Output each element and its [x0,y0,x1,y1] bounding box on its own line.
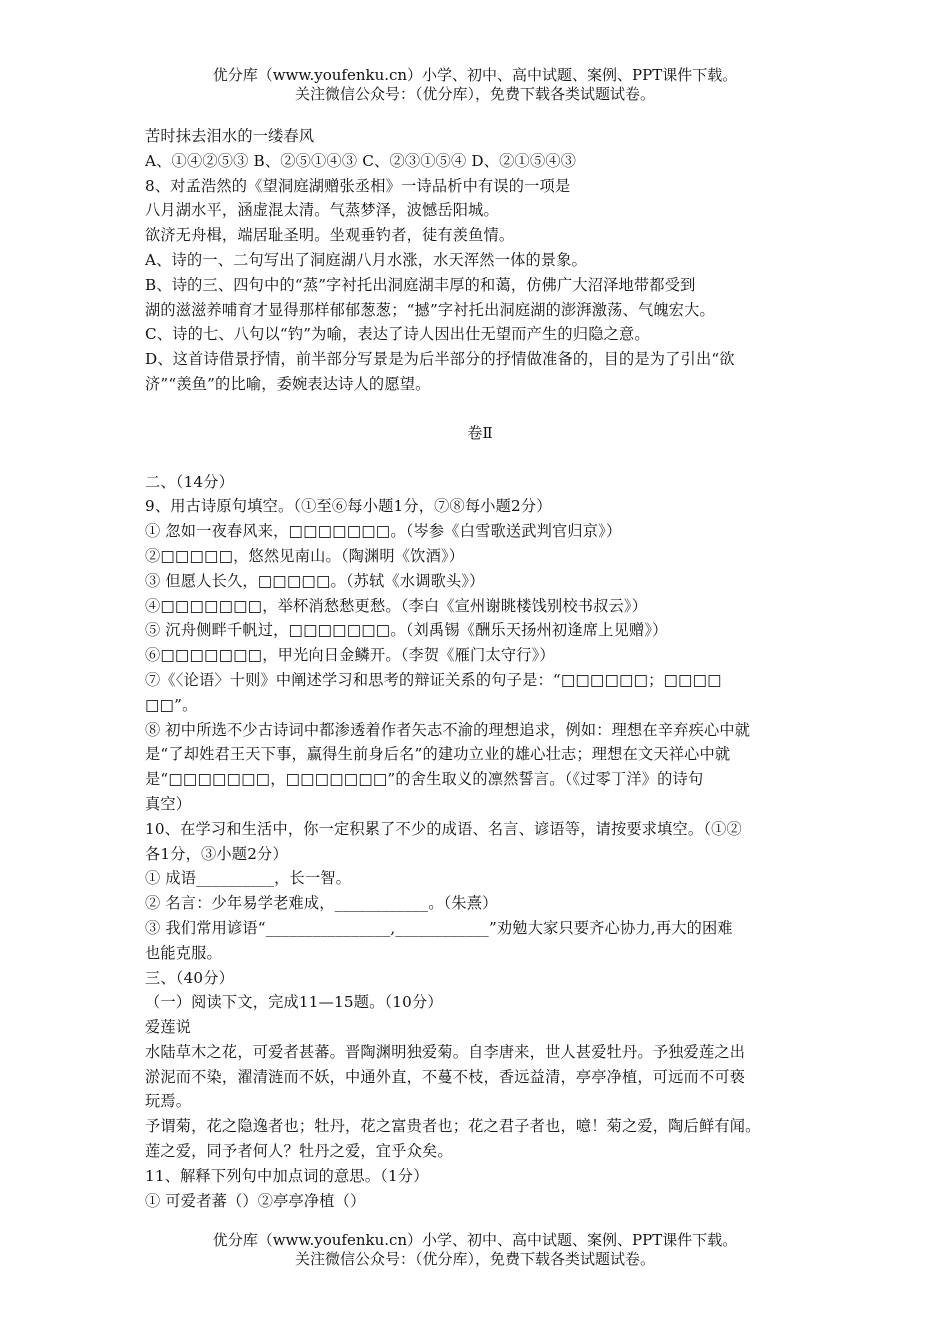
option-b: B、诗的三、四句中的“蒸”字衬托出洞庭湖丰厚的和蔼，仿佛广大沼泽地带都受到 [145,275,696,294]
page-header [0,66,950,104]
header-line-2: 关注微信公众号：（优分库），免费下载各类试题试卷。 [294,85,655,103]
passage-line: 予谓菊，花之隐逸者也；牡丹，花之富贵者也；花之君子者也，噫！菊之爱，陶后鲜有闻。 [145,1117,761,1136]
option-b-continued: 湖的滋滋养哺育才显得那样郁郁葱葱；“撼”字衬托出洞庭湖的澎湃激荡、气魄宏大。 [145,300,715,319]
question-8-prompt: 8、对孟浩然的《望洞庭湖赠张丞相》一诗品析中有误的一项是 [145,176,571,195]
fill-item-continued: 是“□□□□□□□，□□□□□□□”的舍生取义的凛然誓言。（《过零丁洋》的诗句 [145,770,704,789]
fill-item-continued: □□”。 [145,695,198,714]
part-2-block [145,470,815,1214]
fill-item: ① 成语__________，长一智。 [145,869,352,888]
passage-line: 淤泥而不染，濯清涟而不妖，中通外直，不蔓不枝，香远益清，亭亭净植，可远而不可亵 [145,1067,746,1086]
question-8-block [145,124,815,397]
fill-item: ⑦《〈论语〉十则》中阐述学习和思考的辩证关系的句子是：“□□□□□□；□□□□ [145,670,722,689]
fill-item: ② 名言：少年易学老难成，____________。（朱熹） [145,894,498,913]
page-footer [0,1231,950,1269]
question-11-prompt: 11、解释下列句中加点词的意思。（1分） [145,1166,429,1185]
fill-item: ① 忽如一夜春风来，□□□□□□□。（岑参《白雪歌送武判官归京》） [145,522,622,541]
fill-item: ③ 但愿人长久，□□□□□。（苏轼《水调歌头》） [145,571,485,590]
section-title: 卷Ⅱ [467,423,493,442]
section-heading: 二、（14分） [145,472,235,491]
question-10-prompt-continued: 各1分，③小题2分） [145,844,288,863]
fill-item: ⑤ 沉舟侧畔千帆过，□□□□□□□。（刘禹锡《酬乐天扬州初逢席上见赠》） [145,621,668,640]
document-body [145,124,815,1213]
footer-line-1: 优分库（www.youfenku.cn）小学、初中、高中试题、案例、PPT课件下载。 [212,1231,738,1249]
fill-item: ⑥□□□□□□□，甲光向日金鳞开。（李贺《雁门太守行》） [145,646,555,665]
fill-item: ④□□□□□□□，举杯消愁愁更愁。（李白《宣州谢眺楼饯别校书叔云》） [145,596,648,615]
option-d: D、这首诗借景抒情，前半部分写景是为后半部分的抒情做准备的，目的是为了引出“欲 [145,350,735,369]
passage-line: 水陆草木之花，可爱者甚蕃。晋陶渊明独爱菊。自李唐来，世人甚爱牡丹。予独爱莲之出 [145,1042,746,1061]
option-d-continued: 济”“羡鱼”的比喻，委婉表达诗人的愿望。 [145,374,431,393]
fill-item-continued: 也能克服。 [145,943,222,962]
passage-title: 爱莲说 [145,1018,192,1037]
section-heading: 三、（40分） [145,968,235,987]
passage-line: 玩焉。 [145,1092,192,1111]
fill-item-continued: 真空） [145,794,192,813]
header-line-1: 优分库（www.youfenku.cn）小学、初中、高中试题、案例、PPT课件下载。 [212,66,738,84]
footer-line-2: 关注微信公众号：（优分库），免费下载各类试题试卷。 [294,1250,655,1268]
question-9-prompt: 9、用古诗原句填空。（①至⑥每小题1分，⑦⑧每小题2分） [145,497,552,516]
fill-item-continued: 是“了却姓君王天下事，赢得生前身后名”的建功立业的雄心壮志；理想在文天祥心中就 [145,745,731,764]
fill-item: ③ 我们常用谚语“________________,____________”劝勉大家只要齐心协力,再大的困难 [145,918,733,937]
question-11-items: ① 可爱者蕃（）②亭亭净植（） [145,1191,366,1210]
option-a: A、诗的一、二句写出了洞庭湖八月水涨，水天浑然一体的景象。 [145,250,588,269]
poem-line-1: 八月湖水平，涵虚混太清。气蒸梦泽，波憾岳阳城。 [145,201,499,220]
fill-item: ⑧ 初中所选不少古诗词中都渗透着作者矢志不渝的理想追求，例如：理想在辛弃疾心中就 [145,720,751,739]
fill-item: ②□□□□□，悠然见南山。（陶渊明《饮酒》） [145,546,465,565]
answer-options: A、①④②⑤③ B、②⑤①④③ C、②③①⑤④ D、②①⑤④③ [145,151,577,170]
passage-line: 莲之爱，同予者何人？牡丹之爱，宜乎众矣。 [145,1142,453,1161]
option-c: C、诗的七、八句以“钓”为喻，表达了诗人因出仕无望而产生的归隐之意。 [145,325,650,344]
question-10-prompt: 10、在学习和生活中，你一定积累了不少的成语、名言、谚语等，请按要求填空。（①② [145,819,742,838]
poem-line-2: 欲济无舟楫，端居耻圣明。坐观垂钓者，徒有羡鱼情。 [145,226,515,245]
reading-prompt: （一）阅读下文，完成11—15题。（10分） [145,993,443,1012]
text-line: 苦时抹去泪水的一缕春风 [145,127,315,145]
